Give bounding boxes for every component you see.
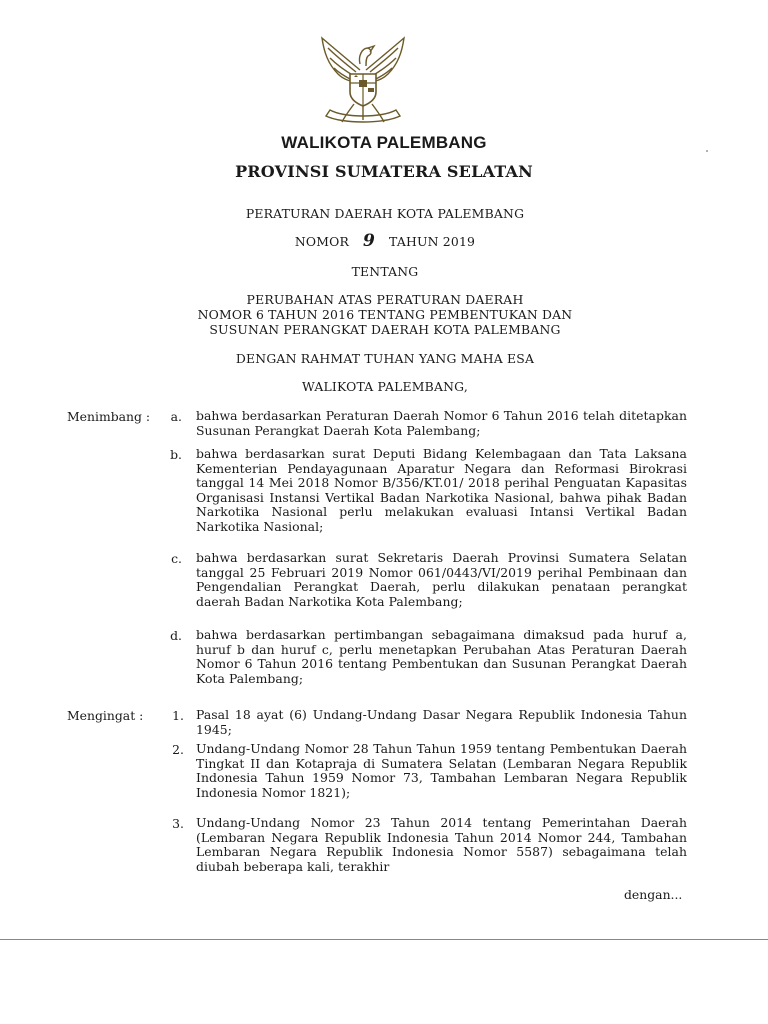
subject-line-2: NOMOR 6 TAHUN 2016 TENTANG PEMBENTUKAN DAN xyxy=(197,307,573,322)
garuda-emblem-icon xyxy=(308,30,418,126)
menimbang-item-c: bahwa berdasarkan surat Sekretaris Daerah Provinsi Sumatera Selatan tanggal 25 Februari 2019 Nomor 061/0443/VI/2019 perihal Pembinaan dan Pengendalian Perangkat Daerah, perlu dilakukan penataan perangkat daerah Badan Narkotika Kota Palembang; xyxy=(196,550,687,609)
menimbang-index-b: b. xyxy=(170,447,182,462)
mengingat-item-3: Undang-Undang Nomor 23 Tahun 2014 tentang Pemerintahan Daerah (Lembaran Negara Republik Indonesia Tahun 2014 Nomor 244, Tambahan Lembaran Negara Republik Indonesia Nomor 5587) sebagaimana telah diubah beberapa kali, terakhir xyxy=(196,815,687,874)
menimbang-item-b: bahwa berdasarkan surat Deputi Bidang Kelembagaan dan Tata Laksana Kementerian Pendayagunaan Aparatur Negara dan Reformasi Birokrasi tanggal 14 Mei 2018 Nomor B/356/KT.01/ 2018 perihal Penguatan Kapasitas Organisasi Instansi Vertikal Badan Narkotika Nasional, bahwa pihak Badan Narkotika Nasional perlu melakukan evaluasi Intansi Vertikal Badan Narkotika Nasional; xyxy=(196,446,687,534)
continuation-text: dengan... xyxy=(624,887,683,902)
subject-line-3: SUSUNAN PERANGKAT DAERAH KOTA PALEMBANG xyxy=(209,322,561,337)
mengingat-label: Mengingat : xyxy=(67,708,144,723)
nomor-label: NOMOR xyxy=(294,234,350,249)
paper-speck xyxy=(706,150,708,152)
regulation-type: PERATURAN DAERAH KOTA PALEMBANG xyxy=(245,206,525,221)
grace-line: DENGAN RAHMAT TUHAN YANG MAHA ESA xyxy=(235,351,535,366)
regulation-number-line xyxy=(120,231,650,251)
menimbang-item-a: bahwa berdasarkan Peraturan Daerah Nomor 6 Tahun 2016 telah ditetapkan Susunan Perangkat Daerah Kota Palembang; xyxy=(196,408,687,438)
subject-line-1: PERUBAHAN ATAS PERATURAN DAERAH xyxy=(246,292,524,307)
tahun-label: TAHUN 2019 xyxy=(389,234,476,249)
menimbang-label: Menimbang : xyxy=(67,409,151,424)
menimbang-index-c: c. xyxy=(171,551,182,566)
document-title: WALIKOTA PALEMBANG xyxy=(281,133,487,152)
mengingat-index-3: 3. xyxy=(172,816,184,831)
province-title: PROVINSI SUMATERA SELATAN xyxy=(235,162,533,181)
tentang-label: TENTANG xyxy=(351,264,419,279)
page-bottom-rule xyxy=(0,939,768,940)
mengingat-item-2: Undang-Undang Nomor 28 Tahun Tahun 1959 tentang Pembentukan Daerah Tingkat II dan Kotapraja di Sumatera Selatan (Lembaran Negara Republik Indonesia Tahun 1959 Nomor 73, Tambahan Lembaran Negara Republik Indonesia Nomor 1821); xyxy=(196,741,687,800)
mengingat-item-1: Pasal 18 ayat (6) Undang-Undang Dasar Negara Republik Indonesia Tahun 1945; xyxy=(196,707,687,737)
authority-line: WALIKOTA PALEMBANG, xyxy=(302,379,468,394)
menimbang-index-d: d. xyxy=(170,628,182,643)
mengingat-index-1: 1. xyxy=(172,708,184,723)
nomor-value: 9 xyxy=(363,231,376,251)
menimbang-index-a: a. xyxy=(170,409,182,424)
menimbang-item-d: bahwa berdasarkan pertimbangan sebagaimana dimaksud pada huruf a, huruf b dan huruf c, perlu menetapkan Perubahan Atas Peraturan Daerah Nomor 6 Tahun 2016 tentang Pembentukan dan Susunan Perangkat Daerah Kota Palembang; xyxy=(196,627,687,686)
mengingat-index-2: 2. xyxy=(172,742,184,757)
